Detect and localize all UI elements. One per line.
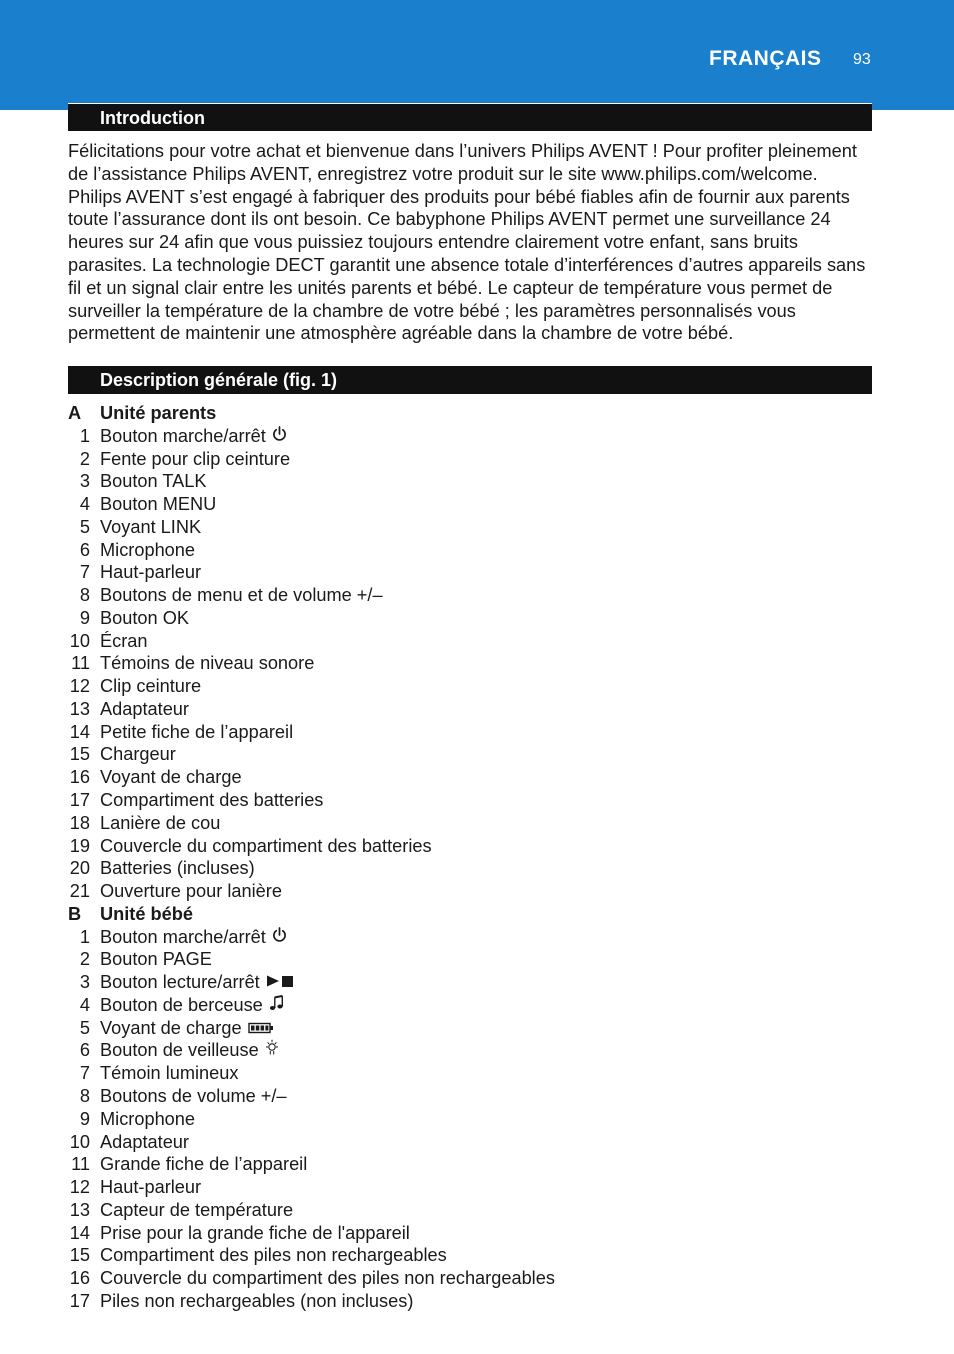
item-number: 19 bbox=[69, 835, 90, 856]
item-label: Écran bbox=[100, 630, 148, 651]
item-number: 11 bbox=[71, 653, 90, 674]
item-number: 16 bbox=[69, 1268, 90, 1289]
list-item bbox=[68, 743, 868, 766]
list-item bbox=[68, 994, 868, 1017]
item-label: Compartiment des piles non rechargeables bbox=[100, 1245, 447, 1266]
item-label: Témoins de niveau sonore bbox=[100, 653, 315, 674]
item-label: Compartiment des batteries bbox=[100, 790, 324, 811]
item-number: 15 bbox=[69, 744, 90, 765]
item-label: Adaptateur bbox=[100, 698, 189, 719]
item-label: Couvercle du compartiment des piles non rechargeables bbox=[100, 1268, 555, 1289]
list-item bbox=[68, 948, 868, 971]
item-label: Batteries (incluses) bbox=[100, 858, 255, 879]
item-label: Haut-parleur bbox=[100, 1177, 202, 1198]
introduction-text bbox=[68, 140, 874, 345]
list-item bbox=[68, 493, 868, 516]
item-label: Couvercle du compartiment des batteries bbox=[100, 835, 432, 856]
item-number: 1 bbox=[79, 425, 90, 446]
list-item bbox=[68, 766, 868, 789]
list-item bbox=[68, 789, 868, 812]
list-item bbox=[68, 1176, 868, 1199]
item-number: 2 bbox=[79, 949, 90, 970]
group-heading bbox=[68, 903, 868, 926]
item-label: Haut-parleur bbox=[100, 562, 202, 583]
item-label: Chargeur bbox=[100, 744, 176, 765]
list-item bbox=[68, 812, 868, 835]
item-label: Témoin lumineux bbox=[100, 1063, 239, 1084]
item-number: 4 bbox=[79, 994, 90, 1015]
list-item bbox=[68, 1244, 868, 1267]
list-item bbox=[68, 835, 868, 858]
item-number: 4 bbox=[79, 494, 90, 515]
item-number: 20 bbox=[69, 858, 90, 879]
item-number: 14 bbox=[69, 1222, 90, 1243]
list-item bbox=[68, 425, 868, 448]
list-item bbox=[68, 561, 868, 584]
item-label: Prise pour la grande fiche de l'appareil bbox=[100, 1222, 410, 1243]
header-bar bbox=[0, 0, 954, 110]
item-number: 13 bbox=[69, 698, 90, 719]
item-number: 8 bbox=[79, 585, 90, 606]
group-letter: B bbox=[68, 903, 82, 924]
item-number: 3 bbox=[79, 972, 90, 993]
list-item bbox=[68, 675, 868, 698]
list-item bbox=[68, 1062, 868, 1085]
list-item bbox=[68, 1267, 868, 1290]
item-label: Bouton de berceuse bbox=[100, 994, 263, 1015]
group-letter: A bbox=[68, 403, 82, 423]
item-number: 12 bbox=[69, 1177, 90, 1198]
item-label: Bouton PAGE bbox=[100, 949, 212, 970]
item-number: 15 bbox=[69, 1245, 90, 1266]
item-number: 1 bbox=[79, 926, 90, 947]
item-number: 11 bbox=[71, 1154, 90, 1175]
item-number: 2 bbox=[79, 448, 90, 469]
list-item bbox=[68, 1290, 868, 1313]
item-label: Voyant LINK bbox=[100, 516, 202, 537]
item-number: 5 bbox=[79, 1017, 90, 1038]
item-number: 6 bbox=[79, 1040, 90, 1061]
item-number: 7 bbox=[79, 1063, 90, 1084]
item-number: 18 bbox=[69, 812, 90, 833]
power-icon bbox=[272, 926, 287, 949]
item-label: Capteur de température bbox=[100, 1199, 294, 1220]
item-number: 9 bbox=[79, 607, 90, 628]
description-list bbox=[68, 402, 868, 1313]
list-item bbox=[68, 607, 868, 630]
item-label: Grande fiche de l’appareil bbox=[100, 1154, 308, 1175]
list-item bbox=[68, 857, 868, 880]
list-item bbox=[68, 539, 868, 562]
section-title-introduction: Introduction bbox=[68, 103, 872, 131]
item-label: Adaptateur bbox=[100, 1131, 189, 1152]
language-label: FRANÇAIS bbox=[709, 47, 822, 70]
item-number: 8 bbox=[79, 1085, 90, 1106]
battery-icon bbox=[248, 1017, 274, 1040]
item-label: Bouton MENU bbox=[100, 494, 217, 515]
list-item bbox=[68, 1131, 868, 1154]
list-item bbox=[68, 1222, 868, 1245]
list-item bbox=[68, 1017, 868, 1040]
item-label: Bouton marche/arrêt bbox=[100, 425, 266, 446]
item-label: Bouton marche/arrêt bbox=[100, 926, 266, 947]
item-number: 6 bbox=[79, 539, 90, 560]
music-note-icon bbox=[269, 994, 283, 1017]
item-number: 3 bbox=[79, 471, 90, 492]
group-title: Unité parents bbox=[100, 403, 217, 423]
item-number: 10 bbox=[69, 630, 90, 651]
item-label: Bouton lecture/arrêt bbox=[100, 972, 260, 993]
item-label: Boutons de menu et de volume +/– bbox=[100, 585, 383, 606]
item-label: Boutons de volume +/– bbox=[100, 1085, 287, 1106]
item-number: 13 bbox=[69, 1199, 90, 1220]
introduction-paragraph: Félicitations pour votre achat et bienvenue dans l’univers Philips AVENT ! Pour profiter pleinement de l’assistance Philips AVENT, enregistrez votre produit sur le site www.philips.com/welcome. Philips AVENT s’est engagé à fabriquer des produits pour bébé fiables afin de fournir aux parents toute l’assurance dont ils ont besoin. Ce babyphone Philips AVENT permet une surveillance 24 heures sur 24 afin que vous puissiez toujours entendre clairement votre enfant, sans bruits parasites. La technologie DECT garantit une absence totale d’interférences d’autres appareils sans fil et un signal clair entre les unités parents et bébé. Le capteur de température vous permet de surveiller la température de la chambre de votre bébé ; les paramètres personnalisés vous permettent de maintenir une atmosphère agréable dans la chambre de votre bébé. bbox=[68, 141, 866, 344]
power-icon bbox=[272, 425, 287, 448]
item-label: Ouverture pour lanière bbox=[100, 881, 282, 902]
list-item bbox=[68, 721, 868, 744]
item-label: Petite fiche de l’appareil bbox=[100, 721, 294, 742]
item-number: 9 bbox=[79, 1108, 90, 1129]
item-label: Bouton OK bbox=[100, 607, 189, 628]
item-label: Bouton de veilleuse bbox=[100, 1040, 259, 1061]
item-label: Bouton TALK bbox=[100, 471, 207, 492]
item-label: Piles non rechargeables (non incluses) bbox=[100, 1290, 414, 1311]
list-item bbox=[68, 698, 868, 721]
nightlight-icon bbox=[265, 1039, 279, 1062]
list-item bbox=[68, 1108, 868, 1131]
list-item bbox=[68, 926, 868, 949]
item-label: Lanière de cou bbox=[100, 812, 221, 833]
item-number: 17 bbox=[69, 790, 90, 811]
section-title-description: Description générale (fig. 1) bbox=[68, 366, 872, 394]
page-number: 93 bbox=[853, 51, 871, 68]
item-number: 5 bbox=[79, 516, 90, 537]
item-number: 12 bbox=[69, 676, 90, 697]
list-item bbox=[68, 1039, 868, 1062]
item-number: 21 bbox=[69, 881, 90, 902]
list-item bbox=[68, 880, 868, 903]
list-item bbox=[68, 1085, 868, 1108]
list-item bbox=[68, 1199, 868, 1222]
item-number: 14 bbox=[69, 721, 90, 742]
list-item bbox=[68, 516, 868, 539]
play-stop-icon bbox=[266, 971, 296, 994]
list-item bbox=[68, 470, 868, 493]
list-item bbox=[68, 584, 868, 607]
item-number: 10 bbox=[69, 1131, 90, 1152]
group-title: Unité bébé bbox=[100, 903, 193, 924]
item-label: Microphone bbox=[100, 1108, 196, 1129]
list-item bbox=[68, 971, 868, 994]
item-number: 16 bbox=[69, 767, 90, 788]
item-label: Fente pour clip ceinture bbox=[100, 448, 291, 469]
list-item bbox=[68, 652, 868, 675]
item-label: Voyant de charge bbox=[100, 767, 242, 788]
item-label: Microphone bbox=[100, 539, 196, 560]
item-label: Voyant de charge bbox=[100, 1017, 242, 1038]
group-heading bbox=[68, 402, 868, 425]
list-item bbox=[68, 448, 868, 471]
list-item bbox=[68, 630, 868, 653]
item-number: 7 bbox=[79, 562, 90, 583]
item-number: 17 bbox=[69, 1290, 90, 1311]
item-label: Clip ceinture bbox=[100, 676, 202, 697]
list-item bbox=[68, 1153, 868, 1176]
